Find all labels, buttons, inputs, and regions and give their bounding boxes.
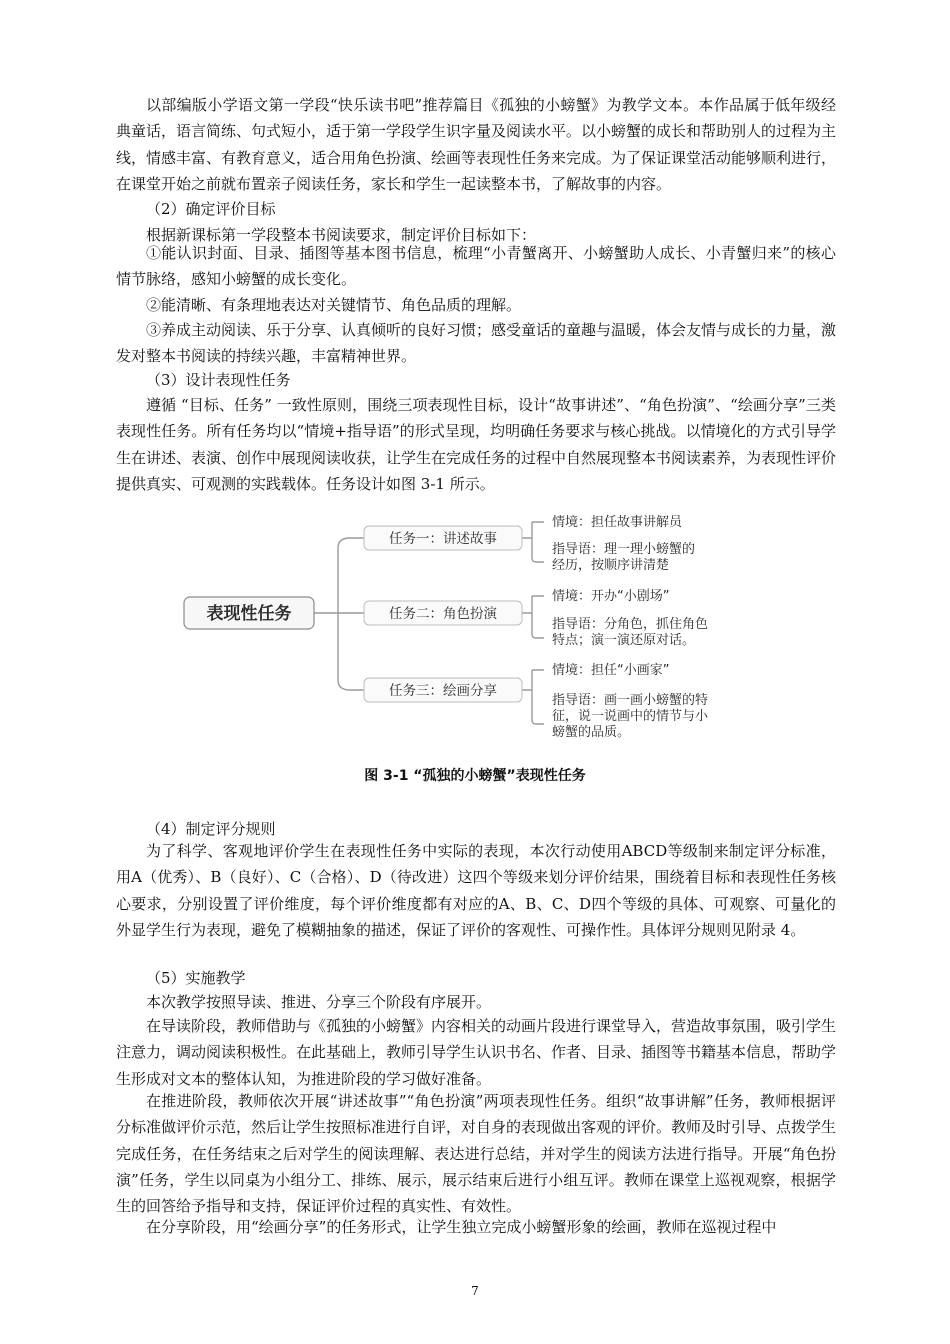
task-mindmap xyxy=(178,508,798,744)
paragraph-intro: 以部编版小学语文第一学段“快乐读书吧”推荐篇目《孤独的小螃蟹》为教学文本。本作品属于低年级经典童话，语言简练、句式短小，适于第一学段学生识字量及阅读水平。以小螃蟹的成长和帮助别人的过程为主线，情感丰富、有教育意义，适合用角色扮演、绘画等表现性任务来完成。为了保证课堂活动能够顺利进行，在课堂开始之前就布置亲子阅读任务，家长和学生一起读整本书，了解故事的内容。 xyxy=(116,96,837,193)
goal-item-2: ②能清晰、有条理地表达对关键情节、角色品质的理解。 xyxy=(146,296,522,314)
section-heading-2: （2）确定评价目标 xyxy=(146,200,276,218)
mindmap-task-3 xyxy=(364,662,709,740)
task-1-situation: 情境：担任故事讲解员 xyxy=(552,515,683,530)
task-1-guide-line-1: 指导语：理一理小螃蟹的 xyxy=(552,542,696,557)
goal-item-1: ①能认识封面、目录、插图等基本图书信息，梳理“小青蟹离开、小螃蟹助人成长、小青蟹归来”的核心情节脉络，感知小螃蟹的成长变化。 xyxy=(116,244,836,289)
task-3-label: 任务三：绘画分享 xyxy=(389,683,497,699)
section-heading-4: （4）制定评分规则 xyxy=(146,820,276,838)
task-3-guide-line-2: 征，说一说画中的情节与小 xyxy=(552,709,709,724)
paragraph-stages: 本次教学按照导读、推进、分享三个阶段有序展开。 xyxy=(146,993,492,1011)
task-3-guide-line-1: 指导语：画一画小螃蟹的特 xyxy=(552,693,709,708)
paragraph-rules: 为了科学、客观地评价学生在表现性任务中实际的表现，本次行动使用ABCD等级制来制定评分标准，用A（优秀）、B（良好）、C（合格）、D（待改进）这四个等级来划分评价结果，围绕着目标和表现性任务核心要求，分别设置了评价维度，每个评价维度都有对应的A、B、C、D四个等级的具体、可观察、可量化的外显学生行为表现，避免了模糊抽象的描述，保证了评价的客观性、可操作性。具体评分规则见附录 4。 xyxy=(116,842,836,939)
paragraph-stage-1: 在导读阶段，教师借助与《孤独的小螃蟹》内容相关的动画片段进行课堂导入，营造故事氛围，吸引学生注意力，调动阅读积极性。在此基础上，教师引导学生认识书名、作者、目录、插图等书籍基本信息，帮助学生形成对文本的整体认知，为推进阶段的学习做好准备。 xyxy=(116,1017,837,1088)
task-2-situation: 情境：开办“小剧场” xyxy=(552,589,670,604)
mindmap-root-label: 表现性任务 xyxy=(206,604,292,624)
task-2-guide-line-2: 特点；演一演还原对话。 xyxy=(552,633,696,648)
paragraph-goals-intro: 根据新课标第一学段整本书阅读要求，制定评价目标如下： xyxy=(146,226,537,244)
task-2-label: 任务二：角色扮演 xyxy=(389,606,497,622)
mindmap-task-1 xyxy=(364,514,695,573)
task-3-situation: 情境：担任“小画家” xyxy=(552,663,670,678)
task-2-guide-line-1: 指导语：分角色，抓住角色 xyxy=(552,617,709,632)
page-number: 7 xyxy=(471,1284,479,1298)
section-heading-3: （3）设计表现性任务 xyxy=(146,371,291,389)
paragraph-stage-2: 在推进阶段，教师依次开展“讲述故事”“角色扮演”两项表现性任务。组织“故事讲解”任务，教师根据评分标准做评价示范，然后让学生按照标准进行自评，对自身的表现做出客观的评价。教师及时引导、点拨学生完成任务，在任务结束之后对学生的阅读理解、表达进行总结，并对学生的阅读方法进行指导。开展“角色扮演”任务，学生以同桌为小组分工、排练、展示，展示结束后进行小组互评。教师在课堂上巡视观察，根据学生的回答给予指导和支持，保证评价过程的真实性、有效性。 xyxy=(116,1092,837,1216)
task-3-guide-line-3: 螃蟹的品质。 xyxy=(552,725,631,740)
goal-item-3: ③养成主动阅读、乐于分享、认真倾听的良好习惯；感受童话的童趣与温暖，体会友情与成长的力量，激发对整本书阅读的持续兴趣，丰富精神世界。 xyxy=(116,321,837,366)
paragraph-tasks-desc: 遵循 “目标、任务” 一致性原则，围绕三项表现性目标，设计“故事讲述”、“角色扮演”、“绘画分享”三类表现性任务。所有任务均以“情境+指导语”的形式呈现，均明确任务要求与核心挑战。以情境化的方式引导学生在讲述、表演、创作中展现阅读收获，让学生在完成任务的过程中自然展现整本书阅读素养，为表现性评价提供真实、可观测的实践载体。任务设计如图 3-1 所示。 xyxy=(116,396,837,493)
figure-caption: 图 3-1 “孤独的小螃蟹”表现性任务 xyxy=(364,768,586,784)
mindmap-task-2 xyxy=(364,588,708,648)
task-1-guide-line-2: 经历，按顺序讲清楚 xyxy=(552,558,670,573)
task-1-label: 任务一：讲述故事 xyxy=(389,531,497,547)
paragraph-stage-3: 在分享阶段，用“绘画分享”的任务形式，让学生独立完成小螃蟹形象的绘画，教师在巡视过程中 xyxy=(146,1218,777,1236)
section-heading-5: （5）实施教学 xyxy=(146,969,246,987)
